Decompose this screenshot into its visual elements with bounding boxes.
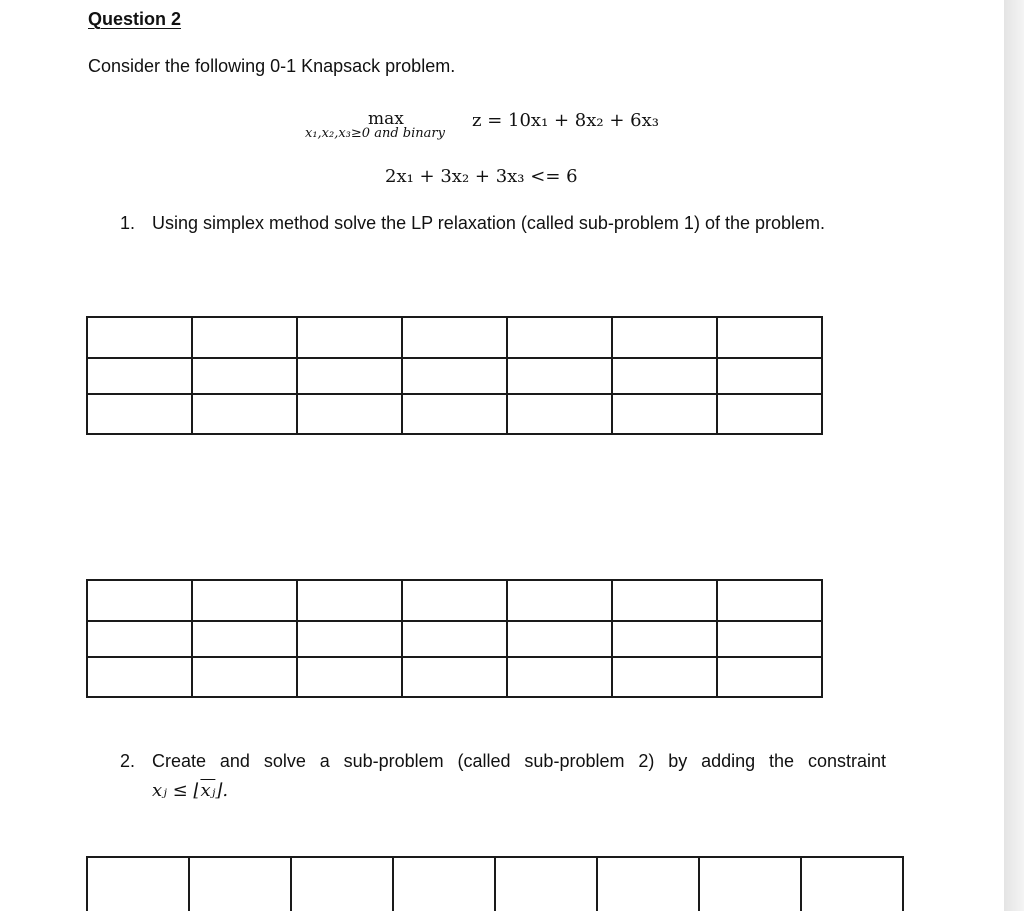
- list-text: Create and solve a sub-problem (called sub-problem 2) by adding the constraint: [152, 751, 886, 771]
- list-number: 2.: [120, 751, 136, 771]
- table-cell: [507, 657, 612, 697]
- table-cell: [717, 657, 822, 697]
- table-cell: [297, 621, 402, 657]
- table-cell: [717, 317, 822, 358]
- question-heading: Question 2: [88, 9, 182, 29]
- formula-lhs: xⱼ ≤ ⌊: [152, 780, 201, 801]
- objective-function: z = 10x₁ + 8x₂ + 6x₃: [472, 110, 659, 131]
- table-cell: [801, 857, 903, 911]
- table-cell: [192, 394, 297, 434]
- table-cell: [192, 657, 297, 697]
- table-row: [87, 580, 822, 621]
- table-cell: [612, 394, 717, 434]
- table-cell: [507, 358, 612, 394]
- table-row: [87, 358, 822, 394]
- table-cell: [402, 317, 507, 358]
- table-cell: [297, 580, 402, 621]
- window-edge: [1004, 0, 1024, 911]
- table-row: [87, 394, 822, 434]
- table-cell: [192, 358, 297, 394]
- intro-text: Consider the following 0-1 Knapsack problem.: [88, 56, 456, 76]
- list-number: 1.: [120, 213, 136, 233]
- table-cell: [612, 580, 717, 621]
- table-cell: [507, 580, 612, 621]
- table-cell: [495, 857, 597, 911]
- table-cell: [402, 580, 507, 621]
- table-cell: [612, 317, 717, 358]
- table-cell: [297, 358, 402, 394]
- table-cell: [402, 657, 507, 697]
- table-cell: [189, 857, 291, 911]
- table-row: [87, 657, 822, 697]
- table-cell: [87, 657, 192, 697]
- tableau-table-3: [86, 856, 904, 911]
- table-cell: [717, 621, 822, 657]
- table-row: [87, 621, 822, 657]
- table-cell: [291, 857, 393, 911]
- table-cell: [87, 621, 192, 657]
- floor-constraint-formula: [152, 780, 228, 801]
- table-cell: [87, 358, 192, 394]
- formula-rhs: ⌋.: [215, 780, 229, 801]
- table-cell: [717, 580, 822, 621]
- formula-xbar: $\overline{xⱼ}$: [200, 780, 216, 801]
- knapsack-constraint: 2x₁ + 3x₂ + 3x₃ <= 6: [385, 166, 578, 187]
- table-cell: [87, 394, 192, 434]
- table-cell: [192, 621, 297, 657]
- table-row: [87, 857, 903, 911]
- table-cell: [192, 317, 297, 358]
- table-cell: [699, 857, 801, 911]
- max-operator: max: [368, 109, 404, 129]
- table-cell: [402, 358, 507, 394]
- tableau-table-2: [86, 579, 823, 698]
- table-cell: [717, 358, 822, 394]
- table-cell: [192, 580, 297, 621]
- table-cell: [402, 394, 507, 434]
- list-text: Using simplex method solve the LP relaxation (called sub-problem 1) of the problem.: [152, 213, 826, 233]
- table-cell: [402, 621, 507, 657]
- table-cell: [612, 358, 717, 394]
- table-cell: [507, 621, 612, 657]
- table-cell: [717, 394, 822, 434]
- table-cell: [507, 394, 612, 434]
- table-cell: [393, 857, 495, 911]
- table-cell: [612, 657, 717, 697]
- table-cell: [87, 317, 192, 358]
- table-cell: [87, 580, 192, 621]
- table-cell: [612, 621, 717, 657]
- table-cell: [297, 394, 402, 434]
- max-subscript: x₁,x₂,x₃≥0 and binary: [305, 126, 445, 141]
- table-cell: [297, 657, 402, 697]
- table-cell: [597, 857, 699, 911]
- table-cell: [87, 857, 189, 911]
- tableau-table-1: [86, 316, 823, 435]
- table-cell: [297, 317, 402, 358]
- table-cell: [507, 317, 612, 358]
- table-row: [87, 317, 822, 358]
